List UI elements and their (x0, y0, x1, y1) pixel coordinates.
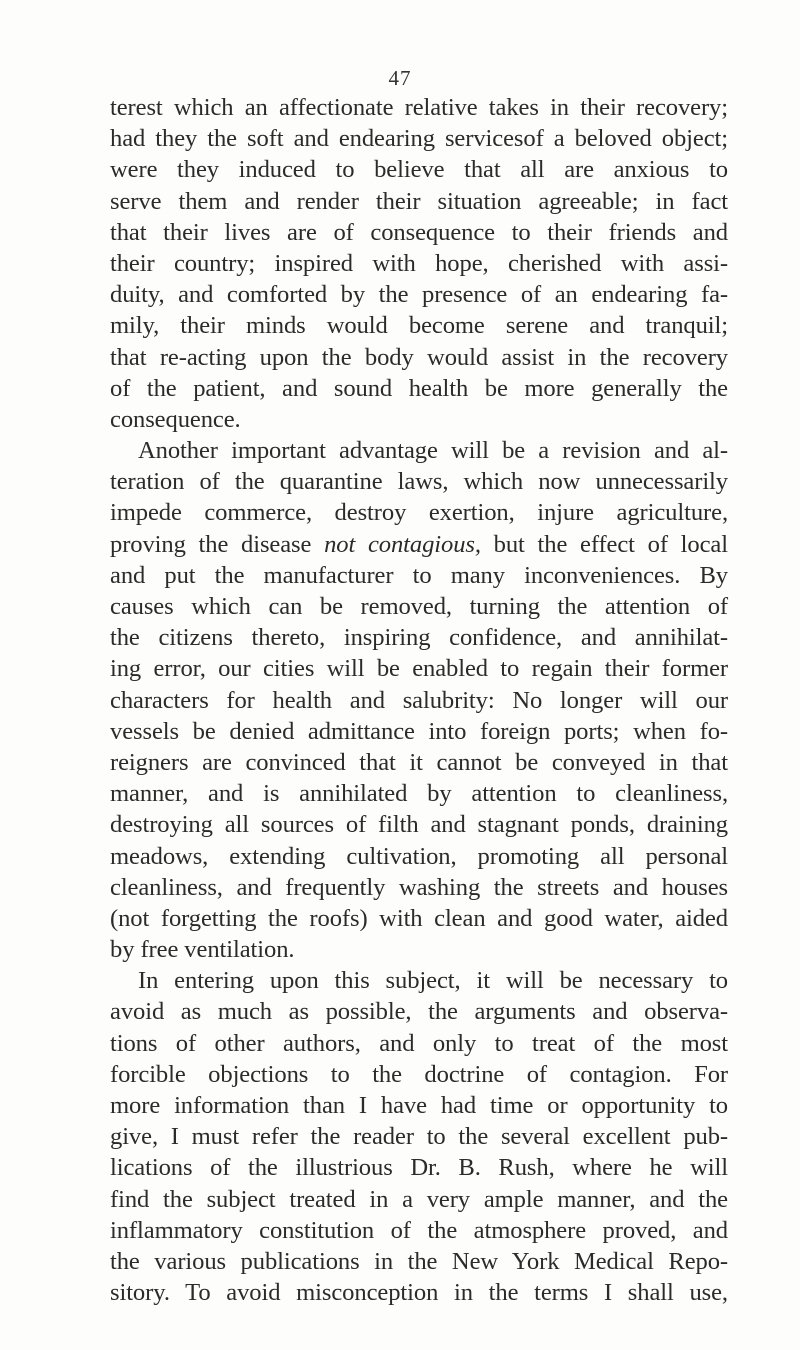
text-line: ing error, our cities will be enabled to regain their former (110, 655, 728, 683)
emphasized-text: not contagious, (324, 530, 481, 558)
text-line: and put the manufacturer to many inconveniences. By (110, 561, 728, 589)
text-line: manner, and is annihilated by attention to cleanliness, (110, 780, 728, 808)
text-line-part: but the effect of local (480, 530, 728, 558)
text-line: their country; inspired with hope, cherished with assi- (110, 249, 728, 277)
text-line: give, I must refer the reader to the several excellent pub- (110, 1123, 728, 1151)
text-line: mily, their minds would become serene and tranquil; (110, 312, 728, 340)
body-text (110, 92, 728, 1308)
text-line: lications of the illustrious Dr. B. Rush, where he will (110, 1154, 728, 1182)
text-line: avoid as much as possible, the arguments and observa- (110, 998, 728, 1026)
text-line: teration of the quarantine laws, which now unnecessarily (110, 468, 728, 496)
text-line: cleanliness, and frequently washing the streets and houses (110, 873, 728, 901)
text-line: the citizens thereto, inspiring confidence, and annihilat- (110, 624, 728, 652)
text-line: duity, and comforted by the presence of an endearing fa- (110, 281, 728, 309)
text-line: more information than I have had time or opportunity to (110, 1092, 728, 1119)
text-line: inflammatory constitution of the atmosphere proved, and (110, 1216, 728, 1244)
text-line: destroying all sources of filth and stagnant ponds, draining (110, 811, 728, 839)
text-line: Another important advantage will be a revision and al- (138, 437, 728, 465)
text-line: meadows, extending cultivation, promoting all personal (110, 842, 728, 870)
text-line: tions of other authors, and only to treat of the most (110, 1029, 728, 1057)
text-line: were they induced to believe that all are anxious to (110, 156, 728, 184)
text-line: of the patient, and sound health be more generally the (110, 374, 728, 402)
text-line: impede commerce, destroy exertion, injure agriculture, (110, 499, 728, 527)
text-line: forcible objections to the doctrine of contagion. For (110, 1060, 728, 1088)
text-line: find the subject treated in a very ample manner, and the (110, 1185, 728, 1213)
text-line: (not forgetting the roofs) with clean and good water, aided (110, 904, 728, 932)
text-line: vessels be denied admittance into foreign ports; when fo- (110, 717, 728, 745)
text-line (110, 529, 728, 560)
text-line: causes which can be removed, turning the attention of (110, 593, 728, 620)
text-line-part: proving the disease (110, 530, 325, 558)
text-line: had they the soft and endearing servicesof a beloved object; (110, 125, 728, 153)
page-number: 47 (388, 66, 412, 90)
text-line: that re-acting upon the body would assist in the recovery (110, 343, 728, 371)
text-line: serve them and render their situation agreeable; in fact (110, 187, 728, 215)
text-line: the various publications in the New York Medical Repo- (110, 1247, 728, 1275)
text-line: In entering upon this subject, it will be necessary to (138, 967, 728, 995)
text-line: consequence. (110, 405, 241, 433)
text-line: that their lives are of consequence to their friends and (110, 218, 728, 246)
text-line: characters for health and salubrity: No longer will our (110, 686, 728, 714)
text-line: reigners are convinced that it cannot be conveyed in that (110, 748, 728, 776)
text-line: by free ventilation. (110, 936, 295, 964)
text-line: sitory. To avoid misconception in the terms I shall use, (110, 1279, 728, 1307)
text-line: terest which an affectionate relative takes in their recovery; (110, 94, 728, 121)
